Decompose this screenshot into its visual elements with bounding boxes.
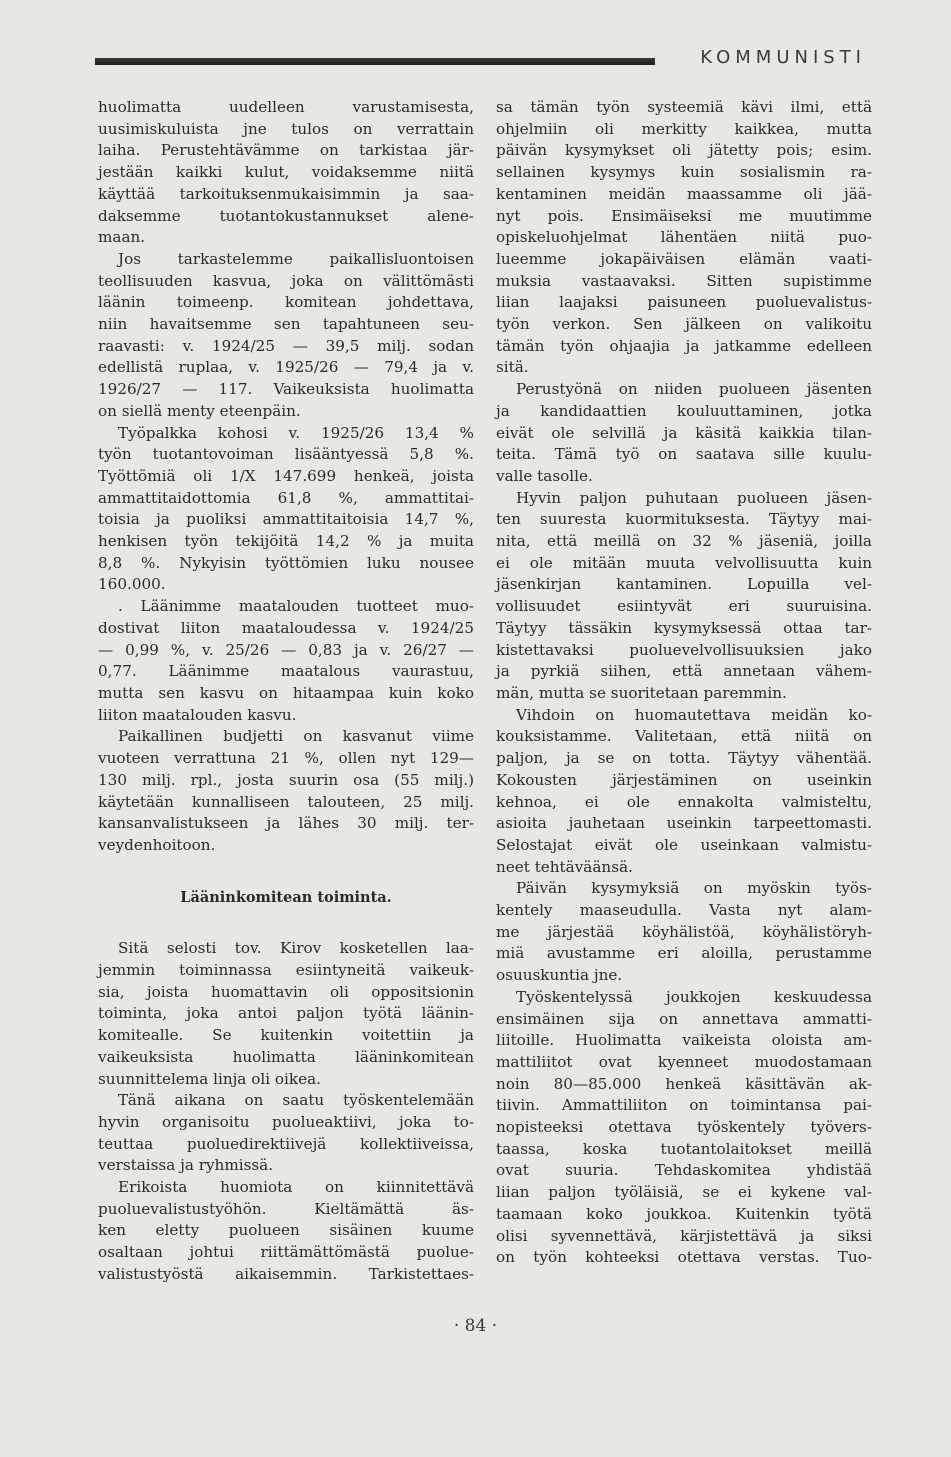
text-line: nopisteeksi otettava työskentely työvers- xyxy=(496,1118,872,1137)
text-line: Sitä selosti tov. Kirov kosketellen laa- xyxy=(118,939,474,958)
text-line: kehnoa, ei ole ennakolta valmisteltu, xyxy=(496,792,872,811)
text-line: neet tehtäväänsä. xyxy=(496,857,633,876)
text-line: teollisuuden kasvua, joka on välittömästi xyxy=(98,271,474,290)
text-line: — 0,99 %, v. 25/26 — 0,83 ja v. 26/27 — xyxy=(98,640,474,659)
text-line: 1926/27 — 117. Vaikeuksista huolimatta xyxy=(98,380,474,399)
text-line: uusimiskuluista jne tulos on verrattain xyxy=(98,119,474,138)
text-line: dostivat liiton maataloudessa v. 1924/25 xyxy=(98,618,474,637)
text-line: hyvin organisoitu puolueaktiivi, joka to- xyxy=(98,1112,474,1131)
text-line: työn tuotantovoiman lisääntyessä 5,8 %. xyxy=(98,445,474,464)
text-line: sellainen kysymys kuin sosialismin ra- xyxy=(496,163,872,182)
text-line: ammattitaidottomia 61,8 %, ammattitai- xyxy=(98,488,474,507)
text-line: kentaminen meidän maassamme oli jää- xyxy=(496,184,872,203)
text-line: verstaissa ja ryhmissä. xyxy=(98,1156,274,1175)
text-line: vollisuudet esiintyvät eri suuruisina. xyxy=(496,597,872,616)
text-line: nyt pois. Ensimäiseksi me muutimme xyxy=(496,206,872,225)
text-line: . Läänimme maatalouden tuotteet muo- xyxy=(118,597,474,616)
text-line: päivän kysymykset oli jätetty pois; esim. xyxy=(496,141,872,160)
text-line: Perustyönä on niiden puolueen jäsenten xyxy=(516,380,872,399)
text-line: jäsenkirjan kantaminen. Lopuilla vel- xyxy=(496,575,872,594)
text-line: ensimäinen sija on annettava ammatti- xyxy=(496,1009,872,1028)
left-column xyxy=(98,97,474,1286)
page-number: · 84 · xyxy=(453,1316,498,1336)
text-line: noin 80—85.000 henkeä käsittävän ak- xyxy=(496,1074,872,1093)
text-line: kansanvalistukseen ja lähes 30 milj. ter- xyxy=(98,814,474,833)
text-line: eivät ole selvillä ja käsitä kaikkia tilan- xyxy=(496,423,872,442)
text-line: käytetään kunnalliseen talouteen, 25 milj. xyxy=(98,792,474,811)
text-line: Täytyy tässäkin kysymyksessä ottaa tar- xyxy=(496,618,872,637)
text-line: ten suuresta kuormituksesta. Täytyy mai- xyxy=(496,510,872,529)
text-line: työn verkon. Sen jälkeen on valikoitu xyxy=(496,315,872,334)
text-line: liitoille. Huolimatta vaikeista oloista am- xyxy=(496,1031,872,1050)
text-line: 130 milj. rpl., josta suurin osa (55 milj.) xyxy=(98,770,474,789)
text-line: maan. xyxy=(98,228,146,247)
text-line: niin havaitsemme sen tapahtuneen seu- xyxy=(98,315,474,334)
text-line: 160.000. xyxy=(98,575,166,594)
text-line: muksia vastaavaksi. Sitten supistimme xyxy=(496,271,872,290)
text-line: me järjestää köyhälistöä, köyhälistöryh- xyxy=(496,922,872,941)
text-line: Päivän kysymyksiä on myöskin työs- xyxy=(516,879,872,898)
text-line: lueemme jokapäiväisen elämän vaati- xyxy=(496,249,872,268)
text-line: tiivin. Ammattiliiton on toimintansa pai- xyxy=(496,1096,872,1115)
text-line: sitä. xyxy=(496,358,529,377)
text-line: mattiliitot ovat kyenneet muodostamaan xyxy=(496,1052,872,1071)
text-line: 0,77. Läänimme maatalous vaurastuu, xyxy=(98,662,474,681)
text-line: taassa, koska tuotantolaitokset meillä xyxy=(496,1139,872,1158)
text-line: 8,8 %. Nykyisin työttömien luku nousee xyxy=(98,553,474,572)
text-line: läänin toimeenp. komitean johdettava, xyxy=(98,293,474,312)
text-line: daksemme tuotantokustannukset alene- xyxy=(98,206,474,225)
text-line: Tänä aikana on saatu työskentelemään xyxy=(118,1091,474,1110)
text-line: laiha. Perustehtävämme on tarkistaa jär- xyxy=(98,141,474,160)
text-line: män, mutta se suoritetaan paremmin. xyxy=(496,683,787,702)
text-line: opiskeluohjelmat lähentäen niitä puo- xyxy=(496,228,872,247)
text-line: jestään kaikki kulut, voidaksemme niitä xyxy=(98,163,474,182)
text-line: Vihdoin on huomautettava meidän ko- xyxy=(516,705,872,724)
text-line: Paikallinen budjetti on kasvanut viime xyxy=(118,727,474,746)
right-column xyxy=(496,97,872,1269)
text-line: osuuskuntia jne. xyxy=(496,966,623,985)
text-line: käyttää tarkoituksenmukaisimmin ja saa- xyxy=(98,184,474,203)
text-line: ei ole mitään muuta velvollisuutta kuin xyxy=(496,553,872,572)
text-line: raavasti: v. 1924/25 — 39,5 milj. sodan xyxy=(98,336,474,355)
text-line: asioita jauhetaan useinkin tarpeettomasti. xyxy=(496,814,872,833)
text-line: Jos tarkastelemme paikallisluontoisen xyxy=(118,249,474,268)
text-line: valistustyöstä aikaisemmin. Tarkistettaes- xyxy=(98,1264,474,1283)
text-line: komitealle. Se kuitenkin voitettiin ja xyxy=(98,1026,474,1045)
text-line: vuoteen verrattuna 21 %, ollen nyt 129— xyxy=(98,749,474,768)
text-line: liiton maatalouden kasvu. xyxy=(98,705,297,724)
text-line: sia, joista huomattavin oli oppositsionin xyxy=(98,982,474,1001)
text-line: henkisen työn tekijöitä 14,2 % ja muita xyxy=(98,532,474,551)
running-header-title: KOMMUNISTI xyxy=(700,47,866,68)
header-rule xyxy=(95,58,655,65)
text-line: ovat suuria. Tehdaskomitea yhdistää xyxy=(496,1161,872,1180)
text-line: miä avustamme eri aloilla, perustamme xyxy=(496,944,872,963)
text-line: on työn kohteeksi otettava verstas. Tuo- xyxy=(496,1248,872,1267)
text-line: vaikeuksista huolimatta lääninkomitean xyxy=(98,1047,474,1066)
section-heading: Lääninkomitean toiminta. xyxy=(180,888,392,906)
text-line: tämän työn ohjaajia ja jatkamme edelleen xyxy=(496,336,872,355)
text-line: taamaan koko joukkoa. Kuitenkin työtä xyxy=(496,1204,872,1223)
text-line: nita, että meillä on 32 % jäseniä, joilla xyxy=(496,532,872,551)
text-line: suunnittelema linja oli oikea. xyxy=(98,1069,321,1088)
text-line: ja pyrkiä siihen, että annetaan vähem- xyxy=(496,662,872,681)
text-line: kentely maaseudulla. Vasta nyt alam- xyxy=(496,901,872,920)
text-line: ja kandidaattien kouluuttaminen, jotka xyxy=(496,401,872,420)
text-line: paljon, ja se on totta. Täytyy vähentää. xyxy=(496,749,872,768)
text-line: sa tämän työn systeemiä kävi ilmi, että xyxy=(496,98,872,116)
text-line: valle tasolle. xyxy=(496,466,593,485)
text-line: mutta sen kasvu on hitaampaa kuin koko xyxy=(98,683,474,702)
text-line: kistettavaksi puoluevelvollisuuksien jako xyxy=(496,640,872,659)
text-line: liian laajaksi paisuneen puoluevalistus- xyxy=(496,293,872,312)
text-line: Erikoista huomiota on kiinnitettävä xyxy=(118,1178,474,1197)
text-line: jemmin toiminnassa esiintyneitä vaikeuk- xyxy=(98,961,474,980)
text-line: teuttaa puoluedirektiivejä kollektiiveissa, xyxy=(98,1134,474,1153)
text-line: Työskentelyssä joukkojen keskuudessa xyxy=(516,987,872,1006)
text-line: edellistä ruplaa, v. 1925/26 — 79,4 ja v. xyxy=(98,358,474,377)
text-line: on siellä menty eteenpäin. xyxy=(98,401,301,420)
text-line: teita. Tämä työ on saatava sille kuulu- xyxy=(496,445,872,464)
text-line: toiminta, joka antoi paljon työtä läänin- xyxy=(98,1004,474,1023)
text-line: Selostajat eivät ole useinkaan valmistu- xyxy=(496,835,872,854)
text-line: veydenhoitoon. xyxy=(98,835,216,854)
text-line: Hyvin paljon puhutaan puolueen jäsen- xyxy=(516,488,872,507)
text-line: Työttömiä oli 1/X 147.699 henkeä, joista xyxy=(98,466,474,485)
text-line: Kokousten järjestäminen on useinkin xyxy=(496,770,872,789)
text-line: osaltaan johtui riittämättömästä puolue- xyxy=(98,1243,474,1262)
text-line: kouksistamme. Valitetaan, että niitä on xyxy=(496,727,872,746)
text-line: liian paljon työläisiä, se ei kykene val- xyxy=(496,1183,872,1202)
text-line: ken eletty puolueen sisäinen kuume xyxy=(98,1221,474,1240)
text-line: Työpalkka kohosi v. 1925/26 13,4 % xyxy=(118,423,474,442)
text-line: toisia ja puoliksi ammattitaitoisia 14,7 %, xyxy=(98,510,474,529)
text-line: ohjelmiin oli merkitty kaikkea, mutta xyxy=(496,119,872,138)
text-line: olisi syvennettävä, kärjistettävä ja siksi xyxy=(496,1226,872,1245)
text-line: huolimatta uudelleen varustamisesta, xyxy=(98,98,474,116)
text-line: puoluevalistustyöhön. Kieltämättä äs- xyxy=(98,1199,474,1218)
